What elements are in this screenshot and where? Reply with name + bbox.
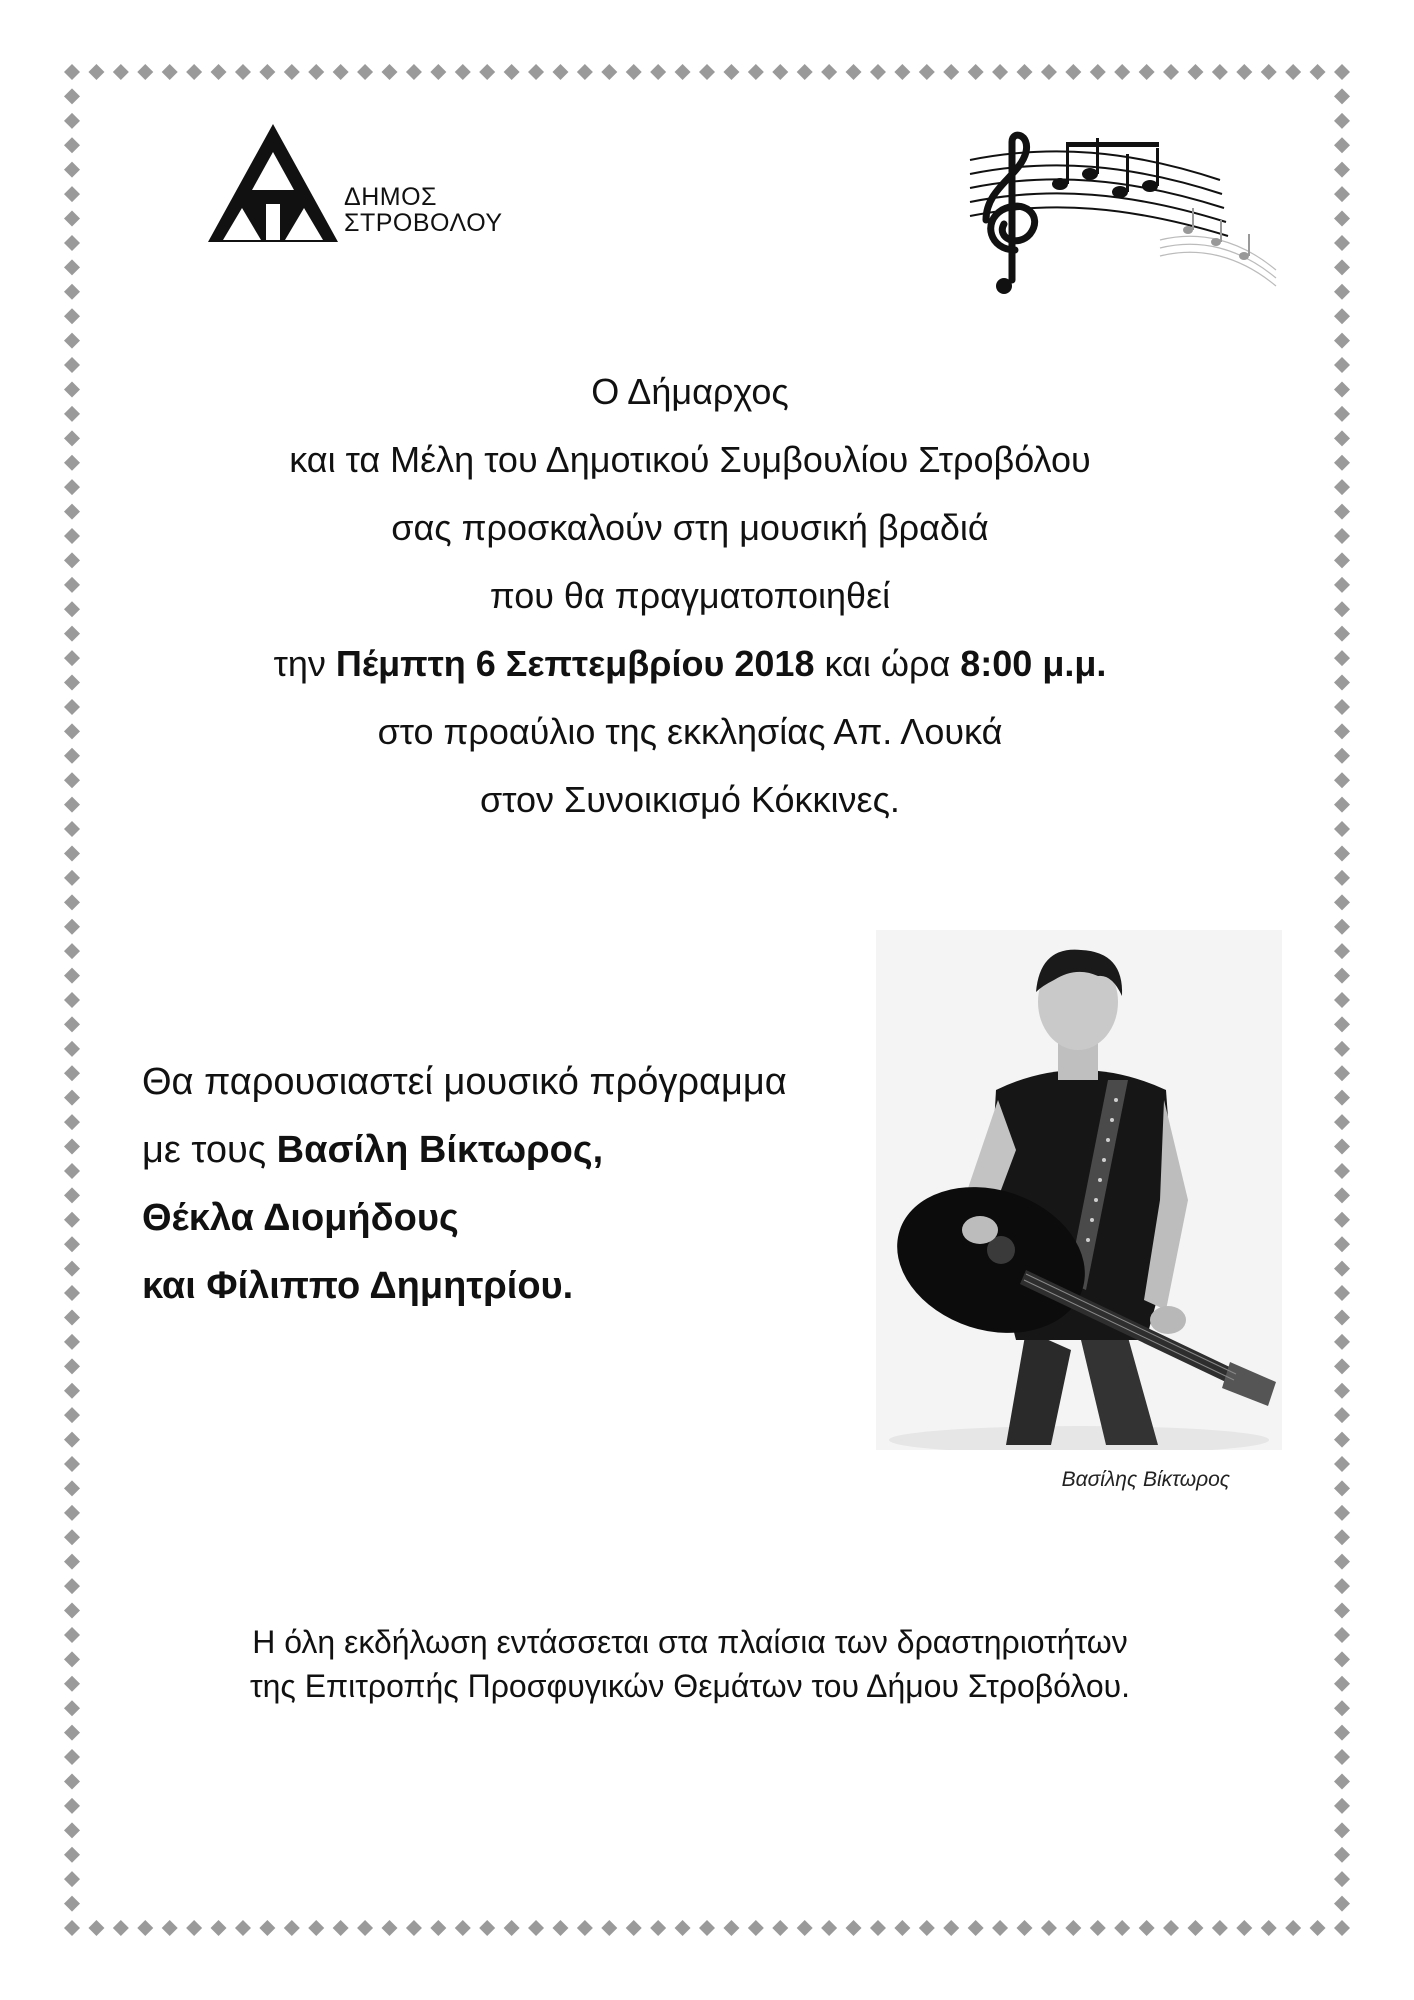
border-diamond bbox=[1334, 308, 1350, 324]
border-diamond bbox=[284, 64, 300, 80]
border-diamond bbox=[1017, 64, 1033, 80]
border-diamond bbox=[552, 1920, 568, 1936]
border-diamond bbox=[64, 1432, 80, 1448]
border-diamond bbox=[64, 1847, 80, 1863]
border-diamond bbox=[1334, 1603, 1350, 1619]
performer-photo bbox=[876, 930, 1282, 1450]
border-diamond bbox=[748, 1920, 764, 1936]
border-diamond bbox=[1334, 1114, 1350, 1130]
border-diamond bbox=[1334, 357, 1350, 373]
border-diamond bbox=[1310, 1920, 1326, 1936]
triangle-logo-icon bbox=[208, 124, 338, 244]
border-diamond bbox=[1334, 1627, 1350, 1643]
border-diamond bbox=[1334, 1309, 1350, 1325]
border-diamond bbox=[1065, 64, 1081, 80]
border-diamond bbox=[64, 1065, 80, 1081]
border-diamond bbox=[113, 64, 129, 80]
border-diamond bbox=[64, 1285, 80, 1301]
border-diamond bbox=[552, 64, 568, 80]
border-diamond bbox=[64, 381, 80, 397]
border-diamond bbox=[1334, 1578, 1350, 1594]
border-diamond bbox=[64, 1236, 80, 1252]
border-diamond bbox=[64, 992, 80, 1008]
border-diamond bbox=[1334, 333, 1350, 349]
border-diamond bbox=[64, 1016, 80, 1032]
border-diamond bbox=[1163, 64, 1179, 80]
border-diamond bbox=[64, 1651, 80, 1667]
invite-line-3: σας προσκαλούν στη μουσική βραδιά bbox=[391, 507, 989, 548]
border-diamond bbox=[64, 113, 80, 129]
border-diamond bbox=[186, 64, 202, 80]
border-diamond bbox=[1334, 1920, 1350, 1936]
border-diamond bbox=[64, 504, 80, 520]
logo-text bbox=[344, 184, 503, 236]
border-diamond bbox=[968, 1920, 984, 1936]
border-diamond bbox=[626, 1920, 642, 1936]
border-diamond bbox=[64, 455, 80, 471]
border-diamond bbox=[1334, 894, 1350, 910]
logo-line-2: ΣΤΡΟΒΟΛΟΥ bbox=[344, 209, 503, 237]
border-diamond bbox=[577, 64, 593, 80]
border-diamond bbox=[455, 1920, 471, 1936]
invite-time-prefix: και ώρα bbox=[814, 643, 961, 684]
border-diamond bbox=[650, 1920, 666, 1936]
event-date: Πέμπτη 6 Σεπτεμβρίου 2018 bbox=[335, 643, 815, 684]
logo-line-1: ΔΗΜΟΣ bbox=[344, 183, 437, 211]
program-line-4 bbox=[142, 1262, 902, 1330]
border-diamond bbox=[1090, 1920, 1106, 1936]
border-diamond bbox=[1065, 1920, 1081, 1936]
border-diamond bbox=[1334, 1871, 1350, 1887]
border-diamond bbox=[357, 64, 373, 80]
border-diamond bbox=[1334, 1432, 1350, 1448]
border-diamond bbox=[1334, 1529, 1350, 1545]
border-diamond bbox=[64, 88, 80, 104]
border-diamond bbox=[1334, 1358, 1350, 1374]
border-diamond bbox=[528, 64, 544, 80]
border-diamond bbox=[64, 894, 80, 910]
border-diamond bbox=[64, 601, 80, 617]
border-diamond bbox=[1310, 64, 1326, 80]
border-diamond bbox=[1334, 162, 1350, 178]
footer-line-2: της Επιτροπής Προσφυγικών Θεμάτων του Δήμου Στροβόλου. bbox=[249, 1668, 1131, 1704]
border-diamond bbox=[528, 1920, 544, 1936]
border-diamond bbox=[1334, 1847, 1350, 1863]
border-diamond bbox=[723, 64, 739, 80]
border-diamond bbox=[1334, 113, 1350, 129]
border-diamond bbox=[64, 1603, 80, 1619]
border-diamond bbox=[1334, 479, 1350, 495]
border-diamond bbox=[1334, 650, 1350, 666]
border-diamond bbox=[1334, 1822, 1350, 1838]
border-diamond bbox=[64, 1090, 80, 1106]
border-diamond bbox=[64, 748, 80, 764]
border-diamond bbox=[64, 1920, 80, 1936]
border-diamond bbox=[1114, 1920, 1130, 1936]
border-diamond bbox=[821, 1920, 837, 1936]
border-diamond bbox=[797, 1920, 813, 1936]
border-diamond bbox=[1334, 968, 1350, 984]
border-diamond bbox=[723, 1920, 739, 1936]
border-diamond bbox=[308, 64, 324, 80]
border-diamond bbox=[504, 1920, 520, 1936]
border-diamond bbox=[894, 64, 910, 80]
border-diamond bbox=[64, 1700, 80, 1716]
border-diamond bbox=[211, 64, 227, 80]
border-diamond bbox=[479, 1920, 495, 1936]
border-diamond bbox=[1334, 235, 1350, 251]
border-diamond bbox=[992, 64, 1008, 80]
border-diamond bbox=[919, 64, 935, 80]
border-diamond bbox=[1334, 1456, 1350, 1472]
border-diamond bbox=[797, 64, 813, 80]
border-diamond bbox=[772, 1920, 788, 1936]
border-diamond bbox=[64, 430, 80, 446]
border-diamond bbox=[1334, 943, 1350, 959]
border-diamond bbox=[455, 64, 471, 80]
invitation-text bbox=[160, 368, 1220, 844]
border-diamond bbox=[64, 284, 80, 300]
border-diamond bbox=[1334, 772, 1350, 788]
border-diamond bbox=[1334, 748, 1350, 764]
border-diamond bbox=[1261, 1920, 1277, 1936]
border-diamond bbox=[1334, 723, 1350, 739]
border-diamond bbox=[64, 626, 80, 642]
border-diamond bbox=[1334, 528, 1350, 544]
border-diamond bbox=[1334, 406, 1350, 422]
border-diamond bbox=[1334, 870, 1350, 886]
border-diamond bbox=[1334, 1480, 1350, 1496]
border-diamond bbox=[870, 64, 886, 80]
border-diamond bbox=[64, 1456, 80, 1472]
border-diamond bbox=[699, 64, 715, 80]
border-diamond bbox=[64, 1334, 80, 1350]
border-diamond bbox=[1334, 1090, 1350, 1106]
border-diamond bbox=[113, 1920, 129, 1936]
border-diamond bbox=[259, 1920, 275, 1936]
border-diamond bbox=[137, 1920, 153, 1936]
border-diamond bbox=[1236, 64, 1252, 80]
invite-line-1: Ο Δήμαρχος bbox=[591, 371, 789, 412]
border-diamond bbox=[1334, 1407, 1350, 1423]
border-diamond bbox=[64, 1822, 80, 1838]
border-diamond bbox=[1041, 64, 1057, 80]
border-diamond bbox=[577, 1920, 593, 1936]
border-diamond bbox=[992, 1920, 1008, 1936]
border-diamond bbox=[64, 1554, 80, 1570]
border-diamond bbox=[64, 870, 80, 886]
border-diamond bbox=[1334, 1505, 1350, 1521]
border-diamond bbox=[601, 64, 617, 80]
border-diamond bbox=[821, 64, 837, 80]
border-diamond bbox=[1334, 699, 1350, 715]
border-diamond bbox=[430, 64, 446, 80]
border-diamond bbox=[88, 1920, 104, 1936]
border-diamond bbox=[1334, 797, 1350, 813]
border-diamond bbox=[64, 968, 80, 984]
border-diamond bbox=[64, 1896, 80, 1912]
border-diamond bbox=[64, 64, 80, 80]
border-diamond bbox=[1334, 1773, 1350, 1789]
border-diamond bbox=[1334, 675, 1350, 691]
border-diamond bbox=[64, 1749, 80, 1765]
border-diamond bbox=[186, 1920, 202, 1936]
border-diamond bbox=[64, 1505, 80, 1521]
border-diamond bbox=[406, 64, 422, 80]
border-diamond bbox=[1334, 1041, 1350, 1057]
border-diamond bbox=[64, 1407, 80, 1423]
invite-location-line: στο προαύλιο της εκκλησίας Απ. Λουκά bbox=[377, 711, 1003, 752]
border-diamond bbox=[64, 552, 80, 568]
border-diamond bbox=[64, 675, 80, 691]
border-diamond bbox=[626, 64, 642, 80]
music-notes-treble-clef-icon bbox=[960, 130, 1280, 310]
border-diamond bbox=[943, 64, 959, 80]
invite-line-2: και τα Μέλη του Δημοτικού Συμβουλίου Στροβόλου bbox=[289, 439, 1091, 480]
border-diamond bbox=[64, 1480, 80, 1496]
border-diamond bbox=[1334, 1676, 1350, 1692]
border-diamond bbox=[64, 1798, 80, 1814]
border-diamond bbox=[748, 64, 764, 80]
border-diamond bbox=[1334, 1016, 1350, 1032]
border-diamond bbox=[675, 1920, 691, 1936]
border-diamond bbox=[870, 1920, 886, 1936]
photo-caption: Βασίλης Βίκτωρος bbox=[1061, 1468, 1230, 1491]
border-diamond bbox=[333, 64, 349, 80]
border-diamond bbox=[259, 64, 275, 80]
border-diamond bbox=[64, 797, 80, 813]
border-diamond bbox=[88, 64, 104, 80]
border-diamond bbox=[64, 1871, 80, 1887]
invite-line-4: που θα πραγματοποιηθεί bbox=[489, 575, 891, 616]
border-diamond bbox=[64, 919, 80, 935]
border-diamond bbox=[1334, 601, 1350, 617]
border-diamond bbox=[64, 479, 80, 495]
artist-1: Βασίλη Βίκτωρος, bbox=[276, 1129, 604, 1171]
border-diamond bbox=[1334, 577, 1350, 593]
border-diamond bbox=[64, 1358, 80, 1374]
artist-2: Θέκλα Διομήδους bbox=[142, 1197, 459, 1239]
border-diamond bbox=[675, 64, 691, 80]
border-diamond bbox=[1334, 845, 1350, 861]
invite-date-prefix: την bbox=[273, 643, 336, 684]
border-diamond bbox=[1139, 64, 1155, 80]
border-diamond bbox=[64, 211, 80, 227]
border-diamond bbox=[1334, 1798, 1350, 1814]
event-time: 8:00 μ.μ. bbox=[960, 643, 1107, 684]
border-diamond bbox=[1334, 1725, 1350, 1741]
border-diamond bbox=[64, 1529, 80, 1545]
border-diamond bbox=[64, 528, 80, 544]
border-diamond bbox=[64, 1578, 80, 1594]
border-diamond bbox=[64, 1163, 80, 1179]
border-diamond bbox=[64, 406, 80, 422]
border-diamond bbox=[1334, 992, 1350, 1008]
program-line-1: Θα παρουσιαστεί μουσικό πρόγραμμα bbox=[142, 1061, 787, 1103]
border-diamond bbox=[64, 699, 80, 715]
invite-area-line: στον Συνοικισμό Κόκκινες. bbox=[480, 779, 900, 820]
border-diamond bbox=[1334, 1261, 1350, 1277]
footer-text bbox=[110, 1620, 1270, 1708]
footer-line-1: Η όλη εκδήλωση εντάσσεται στα πλαίσια των δραστηριοτήτων bbox=[252, 1624, 1128, 1660]
border-diamond bbox=[64, 1725, 80, 1741]
border-diamond bbox=[1334, 259, 1350, 275]
program-text bbox=[142, 1058, 902, 1330]
border-diamond bbox=[64, 1114, 80, 1130]
border-diamond bbox=[1334, 1065, 1350, 1081]
border-diamond bbox=[1334, 919, 1350, 935]
border-diamond bbox=[64, 1627, 80, 1643]
border-diamond bbox=[1334, 137, 1350, 153]
border-diamond bbox=[1334, 626, 1350, 642]
border-diamond bbox=[1139, 1920, 1155, 1936]
border-diamond bbox=[1114, 64, 1130, 80]
border-diamond bbox=[64, 357, 80, 373]
border-diamond bbox=[308, 1920, 324, 1936]
border-diamond bbox=[1334, 88, 1350, 104]
border-diamond bbox=[1334, 1749, 1350, 1765]
border-diamond bbox=[357, 1920, 373, 1936]
border-diamond bbox=[1236, 1920, 1252, 1936]
border-diamond bbox=[162, 1920, 178, 1936]
border-diamond bbox=[1334, 1554, 1350, 1570]
border-diamond bbox=[846, 64, 862, 80]
artist-3: και Φίλιππο Δημητρίου. bbox=[142, 1265, 574, 1307]
border-diamond bbox=[64, 943, 80, 959]
border-diamond bbox=[235, 64, 251, 80]
border-diamond bbox=[64, 821, 80, 837]
border-diamond bbox=[64, 1676, 80, 1692]
border-diamond bbox=[1334, 1139, 1350, 1155]
border-diamond bbox=[1334, 1651, 1350, 1667]
program-line-2 bbox=[142, 1126, 902, 1194]
border-diamond bbox=[1334, 1163, 1350, 1179]
border-diamond bbox=[64, 1212, 80, 1228]
border-diamond bbox=[1334, 1236, 1350, 1252]
border-diamond bbox=[1212, 1920, 1228, 1936]
border-diamond bbox=[1163, 1920, 1179, 1936]
municipality-logo bbox=[208, 124, 538, 244]
border-diamond bbox=[1261, 64, 1277, 80]
border-diamond bbox=[919, 1920, 935, 1936]
border-diamond bbox=[1334, 1187, 1350, 1203]
border-diamond bbox=[1090, 64, 1106, 80]
border-diamond bbox=[64, 1383, 80, 1399]
border-diamond bbox=[1334, 552, 1350, 568]
border-diamond bbox=[1041, 1920, 1057, 1936]
border-diamond bbox=[1017, 1920, 1033, 1936]
border-diamond bbox=[601, 1920, 617, 1936]
border-diamond bbox=[1285, 64, 1301, 80]
border-diamond bbox=[504, 64, 520, 80]
border-diamond bbox=[894, 1920, 910, 1936]
border-diamond bbox=[1334, 1700, 1350, 1716]
border-diamond bbox=[64, 1187, 80, 1203]
border-diamond bbox=[64, 577, 80, 593]
border-diamond bbox=[64, 235, 80, 251]
border-diamond bbox=[382, 64, 398, 80]
border-diamond bbox=[382, 1920, 398, 1936]
border-diamond bbox=[772, 64, 788, 80]
border-diamond bbox=[64, 650, 80, 666]
border-diamond bbox=[64, 1139, 80, 1155]
border-diamond bbox=[943, 1920, 959, 1936]
border-diamond bbox=[64, 137, 80, 153]
border-diamond bbox=[1334, 1285, 1350, 1301]
border-diamond bbox=[1285, 1920, 1301, 1936]
border-diamond bbox=[1334, 64, 1350, 80]
border-diamond bbox=[1334, 1383, 1350, 1399]
border-diamond bbox=[650, 64, 666, 80]
program-line-3 bbox=[142, 1194, 902, 1262]
border-diamond bbox=[137, 64, 153, 80]
border-diamond bbox=[1334, 381, 1350, 397]
border-diamond bbox=[1334, 430, 1350, 446]
border-diamond bbox=[1334, 1896, 1350, 1912]
border-diamond bbox=[64, 1041, 80, 1057]
border-diamond bbox=[1187, 1920, 1203, 1936]
border-diamond bbox=[1334, 504, 1350, 520]
border-diamond bbox=[64, 845, 80, 861]
border-diamond bbox=[64, 1773, 80, 1789]
border-diamond bbox=[1334, 455, 1350, 471]
border-diamond bbox=[235, 1920, 251, 1936]
border-diamond bbox=[64, 723, 80, 739]
border-diamond bbox=[1334, 211, 1350, 227]
border-diamond bbox=[1334, 186, 1350, 202]
border-diamond bbox=[699, 1920, 715, 1936]
border-diamond bbox=[846, 1920, 862, 1936]
border-diamond bbox=[64, 186, 80, 202]
border-diamond bbox=[64, 1261, 80, 1277]
border-diamond bbox=[211, 1920, 227, 1936]
border-diamond bbox=[430, 1920, 446, 1936]
invite-date-line bbox=[160, 640, 1220, 708]
border-diamond bbox=[968, 64, 984, 80]
border-diamond bbox=[64, 308, 80, 324]
border-diamond bbox=[333, 1920, 349, 1936]
border-diamond bbox=[284, 1920, 300, 1936]
border-diamond bbox=[1334, 1212, 1350, 1228]
border-diamond bbox=[1212, 64, 1228, 80]
border-diamond bbox=[1334, 284, 1350, 300]
border-diamond bbox=[406, 1920, 422, 1936]
border-diamond bbox=[162, 64, 178, 80]
border-diamond bbox=[479, 64, 495, 80]
program-artists-prefix: με τους bbox=[142, 1129, 277, 1171]
border-diamond bbox=[1187, 64, 1203, 80]
border-diamond bbox=[1334, 1334, 1350, 1350]
border-diamond bbox=[64, 333, 80, 349]
border-diamond bbox=[64, 162, 80, 178]
border-diamond bbox=[64, 259, 80, 275]
border-diamond bbox=[64, 772, 80, 788]
border-diamond bbox=[1334, 821, 1350, 837]
border-diamond bbox=[64, 1309, 80, 1325]
